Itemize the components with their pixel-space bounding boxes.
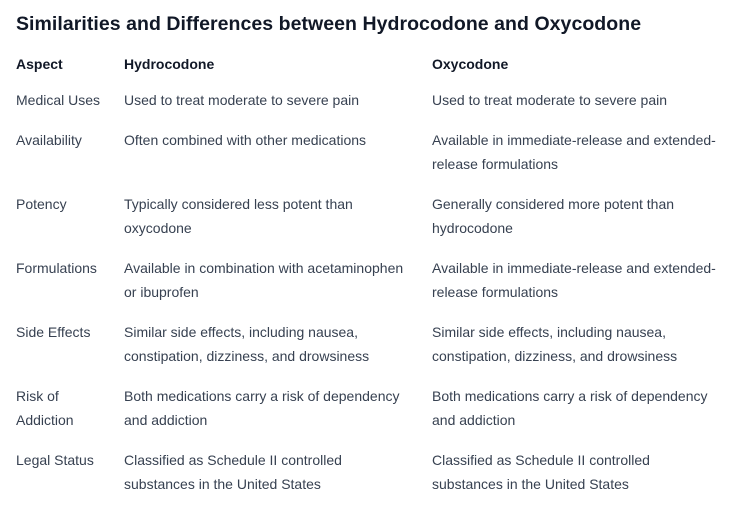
hydrocodone-cell: Classified as Schedule II controlled substances in the United States (124, 452, 342, 492)
row-aspect-cell: Availability (16, 132, 82, 148)
oxycodone-cell: Available in immediate-release and extended-release formulations (432, 260, 716, 300)
hydrocodone-cell: Available in combination with acetaminophen or ibuprofen (124, 260, 404, 300)
comparison-table (8, 48, 728, 504)
oxycodone-cell: Available in immediate-release and extended-release formulations (432, 132, 716, 172)
row-aspect-cell: Medical Uses (16, 92, 101, 108)
table-row (8, 80, 728, 120)
column-header-aspect: Aspect (16, 56, 63, 72)
table-row (8, 312, 728, 376)
hydrocodone-cell: Both medications carry a risk of dependency and addiction (124, 388, 400, 428)
hydrocodone-cell: Often combined with other medications (124, 132, 367, 148)
hydrocodone-cell: Used to treat moderate to severe pain (124, 92, 360, 108)
hydrocodone-cell: Similar side effects, including nausea, constipation, dizziness, and drowsiness (124, 324, 370, 364)
table-row (8, 184, 728, 248)
hydrocodone-cell: Typically considered less potent than oxycodone (124, 196, 353, 236)
oxycodone-cell: Classified as Schedule II controlled substances in the United States (432, 452, 650, 492)
column-header-hydrocodone: Hydrocodone (124, 56, 215, 72)
row-aspect-cell: Legal Status (16, 452, 94, 468)
row-aspect-cell: Risk of Addiction (16, 388, 74, 428)
oxycodone-cell: Similar side effects, including nausea, constipation, dizziness, and drowsiness (432, 324, 678, 364)
oxycodone-cell: Used to treat moderate to severe pain (432, 92, 668, 108)
table-header-row (8, 48, 728, 80)
table-row (8, 376, 728, 440)
page-title: Similarities and Differences between Hydrocodone and Oxycodone (16, 13, 642, 35)
table-row (8, 248, 728, 312)
row-aspect-cell: Potency (16, 196, 67, 212)
oxycodone-cell: Generally considered more potent than hydrocodone (432, 196, 675, 236)
row-aspect-cell: Side Effects (16, 324, 91, 340)
table-row (8, 440, 728, 504)
row-aspect-cell: Formulations (16, 260, 97, 276)
column-header-oxycodone: Oxycodone (432, 56, 509, 72)
oxycodone-cell: Both medications carry a risk of dependency and addiction (432, 388, 708, 428)
table-row (8, 120, 728, 184)
